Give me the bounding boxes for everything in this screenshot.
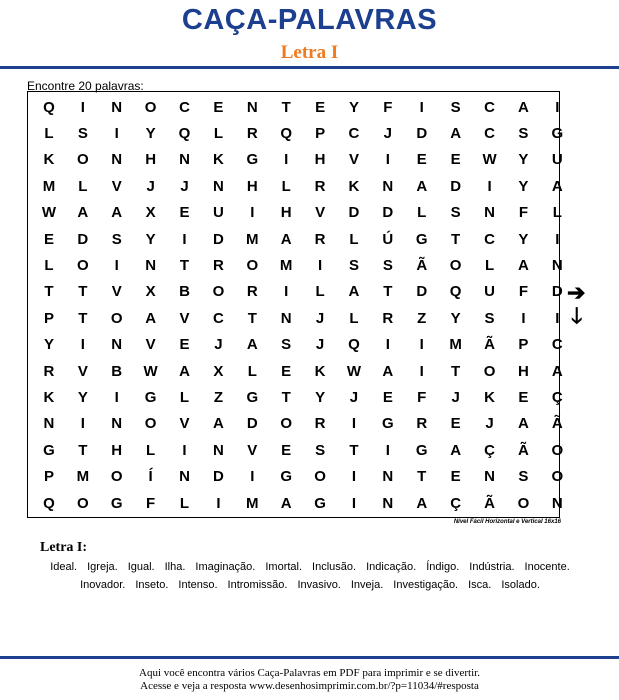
grid-cell: I <box>555 230 560 248</box>
grid-cell: N <box>551 494 563 512</box>
grid-cell: N <box>484 468 495 486</box>
grid-cell: Y <box>145 230 156 248</box>
grid-cell: A <box>450 441 462 459</box>
grid-cell: M <box>76 468 90 486</box>
grid-cell: G <box>314 494 326 512</box>
grid-cell: S <box>450 204 461 222</box>
grid-cell: E <box>416 151 427 169</box>
word-list-item: Igreja. <box>87 561 118 573</box>
grid-cell: U <box>212 204 224 222</box>
grid-cell: G <box>382 415 394 433</box>
grid-cell: R <box>246 125 258 143</box>
word-search-grid-box <box>27 91 564 518</box>
grid-cell: Q <box>43 98 55 116</box>
grid-cell: L <box>349 230 359 248</box>
grid-cell: I <box>351 494 357 512</box>
grid-cell: J <box>383 125 393 143</box>
grid-cell: L <box>44 257 54 275</box>
grid-cell: W <box>143 362 158 380</box>
grid-cell: O <box>144 415 157 433</box>
grid-cell: C <box>484 98 495 116</box>
grid-cell: D <box>382 204 394 222</box>
grid-cell: E <box>315 98 326 116</box>
grid-cell: D <box>551 283 563 301</box>
grid-cell: O <box>449 257 462 275</box>
grid-cell: O <box>77 257 89 275</box>
grid-cell: I <box>80 336 85 354</box>
word-list-item: Inseto. <box>135 579 169 591</box>
grid-cell: K <box>314 362 326 380</box>
grid-cell: R <box>43 362 55 380</box>
page-subtitle: Letra I <box>280 42 339 63</box>
grid-cell: G <box>280 468 293 486</box>
word-list-item: Indicação. <box>366 561 417 573</box>
grid-cell: V <box>77 362 88 380</box>
grid-cell: Y <box>518 230 529 248</box>
grid-cell: F <box>518 204 528 222</box>
word-list-item: Isolado. <box>501 579 540 591</box>
grid-cell: S <box>77 125 88 143</box>
grid-cell: P <box>315 125 326 143</box>
grid-cell: T <box>247 309 257 327</box>
grid-cell: H <box>314 151 326 169</box>
grid-cell: Ã <box>551 415 563 433</box>
grid-cell: N <box>43 415 55 433</box>
grid-cell: R <box>416 415 428 433</box>
grid-cell: Y <box>450 309 461 327</box>
grid-cell: L <box>44 125 54 143</box>
word-list-item: Inclusão. <box>312 561 357 573</box>
grid-cell: A <box>517 415 529 433</box>
word-list-item: Inocente. <box>524 561 570 573</box>
word-list-item: Imortal. <box>265 561 303 573</box>
grid-cell: I <box>182 441 187 459</box>
grid-cell: V <box>111 177 122 195</box>
grid-cell: X <box>145 283 156 301</box>
grid-cell: I <box>114 257 119 275</box>
grid-cell: G <box>43 441 55 459</box>
grid-cell: Ç <box>484 441 495 459</box>
grid-cell: E <box>450 415 461 433</box>
grid-cell: T <box>383 283 393 301</box>
word-list-item: Imaginação. <box>195 561 256 573</box>
grid-cell: N <box>111 98 123 116</box>
grid-cell: I <box>385 336 390 354</box>
grid-cell: N <box>212 441 224 459</box>
grid-cell: X <box>145 204 156 222</box>
top-divider <box>0 66 619 69</box>
grid-cell: V <box>145 336 156 354</box>
grid-cell: S <box>518 125 529 143</box>
word-list-item: Isca. <box>468 579 492 591</box>
grid-cell: L <box>417 204 427 222</box>
grid-cell: I <box>419 362 424 380</box>
bottom-divider <box>0 656 619 659</box>
grid-cell: H <box>246 177 258 195</box>
grid-cell: V <box>247 441 258 459</box>
grid-cell: E <box>179 336 190 354</box>
grid-cell: W <box>346 362 362 380</box>
grid-cell: Q <box>280 125 293 143</box>
grid-cell: A <box>551 362 563 380</box>
grid-cell: D <box>416 283 428 301</box>
word-list-item: Inovador. <box>80 579 126 591</box>
grid-cell: T <box>349 441 359 459</box>
grid-cell: C <box>551 336 563 354</box>
grid-cell: A <box>111 204 123 222</box>
grid-cell: O <box>77 151 89 169</box>
grid-cell: I <box>555 309 560 327</box>
grid-cell: G <box>246 388 259 406</box>
grid-cell: T <box>451 362 461 380</box>
grid-cell: I <box>80 415 85 433</box>
grid-cell: N <box>145 257 157 275</box>
grid-cell: D <box>212 230 224 248</box>
grid-cell: L <box>146 441 156 459</box>
grid-cell: Q <box>178 125 191 143</box>
grid-cell: L <box>484 257 495 275</box>
grid-cell: I <box>250 204 255 222</box>
grid-cell: O <box>246 257 259 275</box>
grid-cell: Ç <box>450 494 462 512</box>
grid-cell: O <box>551 441 564 459</box>
grid-cell: C <box>484 125 495 143</box>
word-list-item: Intenso. <box>178 579 218 591</box>
grid-cell: F <box>146 494 156 512</box>
grid-cell: J <box>451 388 460 406</box>
footer-line-2: Acesse e veja a resposta www.desenhosimprimir.com.br/?p=11034/#resposta <box>140 680 479 692</box>
grid-cell: E <box>382 388 393 406</box>
grid-cell: E <box>179 204 190 222</box>
grid-cell: T <box>281 388 291 406</box>
grid-cell: T <box>78 309 88 327</box>
grid-cell: N <box>111 336 123 354</box>
grid-cell: V <box>111 283 122 301</box>
level-label: Nível Fácil Horizontal e Vertical 16x16 <box>453 519 561 525</box>
grid-cell: N <box>179 151 190 169</box>
grid-cell: T <box>281 98 291 116</box>
grid-cell: A <box>179 362 190 380</box>
grid-cell: O <box>483 362 496 380</box>
grid-cell: N <box>382 177 394 195</box>
grid-cell: I <box>351 468 357 486</box>
grid-cell: R <box>314 177 326 195</box>
grid-cell: V <box>179 415 190 433</box>
word-list-item: Inveja. <box>350 579 384 591</box>
instruction-text: Encontre 20 palavras: <box>27 79 144 93</box>
grid-cell: A <box>517 257 529 275</box>
grid-cell: J <box>315 309 325 327</box>
grid-cell: I <box>284 151 289 169</box>
grid-cell: S <box>382 257 393 275</box>
grid-cell: D <box>450 177 462 195</box>
grid-cell: I <box>216 494 221 512</box>
grid-cell: R <box>314 230 326 248</box>
word-list-item: Invasivo. <box>297 579 341 591</box>
grid-cell: O <box>110 468 123 486</box>
grid-cell: I <box>317 257 323 275</box>
grid-cell: J <box>349 388 359 406</box>
grid-cell: U <box>484 283 495 301</box>
grid-cell: P <box>43 468 54 486</box>
grid-cell: L <box>281 177 291 195</box>
grid-cell: Ç <box>551 388 563 406</box>
grid-cell: L <box>349 309 359 327</box>
grid-cell: T <box>417 468 427 486</box>
grid-cell: H <box>517 362 529 380</box>
grid-cell: I <box>487 177 492 195</box>
grid-cell: E <box>518 388 529 406</box>
grid-cell: I <box>385 441 390 459</box>
grid-cell: C <box>348 125 360 143</box>
grid-cell: O <box>212 283 225 301</box>
grid-cell: V <box>179 309 190 327</box>
grid-cell: M <box>279 257 293 275</box>
grid-cell: H <box>280 204 292 222</box>
grid-cell: G <box>415 230 428 248</box>
grid-cell: L <box>247 362 257 380</box>
grid-cell: J <box>485 415 494 433</box>
grid-cell: Í <box>148 468 153 486</box>
grid-cell: R <box>382 309 394 327</box>
grid-cell: T <box>44 283 54 301</box>
grid-cell: Y <box>348 98 359 116</box>
grid-cell: A <box>77 204 89 222</box>
grid-cell: L <box>179 494 190 512</box>
grid-cell: D <box>416 125 428 143</box>
grid-cell: T <box>451 230 461 248</box>
grid-cell: D <box>77 230 89 248</box>
grid-cell: M <box>449 336 462 354</box>
word-list-item: Igual. <box>127 561 155 573</box>
grid-cell: R <box>314 415 326 433</box>
grid-cell: Y <box>518 177 529 195</box>
grid-cell: A <box>280 230 292 248</box>
grid-cell: A <box>246 336 258 354</box>
grid-cell: S <box>450 98 461 116</box>
grid-cell: A <box>450 125 462 143</box>
grid-cell: Ã <box>484 336 495 354</box>
grid-cell: W <box>482 151 497 169</box>
grid-cell: A <box>551 177 563 195</box>
grid-cell: I <box>80 98 85 116</box>
grid-cell: N <box>111 415 123 433</box>
grid-cell: Q <box>348 336 360 354</box>
grid-cell: I <box>351 415 357 433</box>
grid-cell: L <box>552 204 562 222</box>
grid-cell: Z <box>213 388 223 406</box>
grid-cell: S <box>281 336 292 354</box>
grid-cell: N <box>484 204 495 222</box>
grid-cell: G <box>144 388 157 406</box>
word-list-title: Letra I: <box>40 540 88 555</box>
grid-cell: K <box>484 388 495 406</box>
word-list-item: Ideal. <box>50 561 78 573</box>
grid-cell: Y <box>43 336 54 354</box>
grid-cell: I <box>182 230 187 248</box>
grid-cell: T <box>179 257 190 275</box>
grid-cell: N <box>179 468 190 486</box>
grid-cell: I <box>250 468 255 486</box>
grid-cell: I <box>419 98 424 116</box>
grid-cell: A <box>416 177 428 195</box>
grid-cell: A <box>145 309 157 327</box>
grid-cell: N <box>382 468 394 486</box>
grid-cell: O <box>144 98 157 116</box>
grid-cell: I <box>419 336 424 354</box>
grid-cell: G <box>415 441 428 459</box>
word-search-grid <box>32 94 574 516</box>
grid-cell: A <box>212 415 224 433</box>
grid-cell: A <box>280 494 292 512</box>
grid-cell: A <box>348 283 360 301</box>
word-list-item: Intromissão. <box>227 579 288 591</box>
grid-cell: Q <box>449 283 462 301</box>
word-list-item: Investigação. <box>393 579 459 591</box>
grid-cell: O <box>314 468 326 486</box>
page-title: CAÇA-PALAVRAS <box>181 4 438 36</box>
grid-cell: F <box>417 388 427 406</box>
grid-cell: M <box>42 177 56 195</box>
grid-cell: N <box>382 494 394 512</box>
arrow-right-icon: ➔ <box>567 280 586 305</box>
grid-cell: T <box>78 283 88 301</box>
grid-cell: O <box>517 494 530 512</box>
grid-cell: X <box>213 362 224 380</box>
grid-cell: S <box>484 309 495 327</box>
grid-cell: L <box>78 177 88 195</box>
word-list <box>30 558 590 594</box>
grid-cell: Q <box>43 494 55 512</box>
grid-cell: I <box>284 283 289 301</box>
grid-cell: B <box>111 362 123 380</box>
grid-cell: K <box>212 151 224 169</box>
word-list-item: Índigo. <box>426 561 460 573</box>
grid-cell: E <box>213 98 224 116</box>
grid-cell: J <box>214 336 223 354</box>
grid-cell: N <box>551 257 563 275</box>
grid-cell: I <box>385 151 390 169</box>
grid-cell: L <box>179 388 190 406</box>
grid-cell: K <box>43 151 55 169</box>
grid-cell: K <box>348 177 360 195</box>
grid-cell: M <box>246 230 259 248</box>
grid-cell: R <box>212 257 224 275</box>
grid-cell: O <box>77 494 89 512</box>
grid-cell: K <box>43 388 55 406</box>
grid-cell: G <box>551 125 564 143</box>
arrow-down-icon: 🡓 <box>571 303 583 328</box>
grid-cell: Ã <box>517 441 529 459</box>
word-list-item: Indústria. <box>469 561 515 573</box>
grid-cell: C <box>484 230 495 248</box>
grid-cell: F <box>518 283 528 301</box>
grid-cell: O <box>110 309 123 327</box>
word-list-item: Ilha. <box>164 561 186 573</box>
grid-cell: A <box>517 98 529 116</box>
grid-cell: Y <box>518 151 529 169</box>
grid-cell: R <box>246 283 258 301</box>
grid-cell: I <box>114 388 119 406</box>
grid-cell: Z <box>417 309 427 327</box>
grid-cell: J <box>315 336 325 354</box>
grid-cell: V <box>348 151 359 169</box>
grid-cell: Ã <box>484 494 495 512</box>
grid-cell: M <box>246 494 259 512</box>
grid-cell: H <box>145 151 157 169</box>
grid-cell: L <box>315 283 325 301</box>
grid-cell: E <box>281 362 292 380</box>
grid-cell: N <box>212 177 224 195</box>
footer <box>0 667 619 693</box>
grid-cell: H <box>111 441 123 459</box>
grid-cell: B <box>179 283 190 301</box>
grid-cell: N <box>280 309 292 327</box>
grid-cell: C <box>179 98 190 116</box>
grid-cell: F <box>383 98 393 116</box>
grid-cell: A <box>382 362 394 380</box>
grid-cell: I <box>521 309 526 327</box>
grid-cell: E <box>281 441 292 459</box>
grid-cell: T <box>78 441 88 459</box>
grid-cell: J <box>180 177 189 195</box>
grid-cell: E <box>43 230 54 248</box>
grid-cell: E <box>450 468 461 486</box>
grid-cell: O <box>280 415 293 433</box>
grid-cell: L <box>213 125 223 143</box>
grid-cell: J <box>146 177 155 195</box>
grid-cell: A <box>416 494 428 512</box>
grid-cell: S <box>315 441 326 459</box>
grid-cell: E <box>450 151 461 169</box>
grid-cell: D <box>212 468 224 486</box>
grid-cell: S <box>348 257 359 275</box>
grid-cell: Y <box>145 125 156 143</box>
grid-cell: Y <box>315 388 326 406</box>
grid-cell: I <box>114 125 119 143</box>
grid-cell: W <box>41 204 57 222</box>
grid-cell: D <box>348 204 360 222</box>
grid-cell: N <box>111 151 123 169</box>
grid-cell: S <box>518 468 529 486</box>
grid-cell: Ú <box>382 230 394 248</box>
grid-cell: Y <box>77 388 88 406</box>
grid-cell: U <box>551 151 563 169</box>
grid-cell: P <box>518 336 529 354</box>
grid-cell: G <box>246 151 259 169</box>
grid-cell: P <box>43 309 54 327</box>
footer-line-1: Aqui você encontra vários Caça-Palavras em PDF para imprimir e se divertir. <box>139 667 480 679</box>
grid-cell: N <box>246 98 258 116</box>
grid-cell: G <box>110 494 123 512</box>
grid-cell: C <box>212 309 224 327</box>
grid-cell: D <box>246 415 258 433</box>
grid-cell: Ã <box>416 257 428 275</box>
grid-cell: O <box>551 468 564 486</box>
grid-cell: S <box>111 230 122 248</box>
grid-cell: V <box>315 204 326 222</box>
grid-cell: I <box>555 98 560 116</box>
